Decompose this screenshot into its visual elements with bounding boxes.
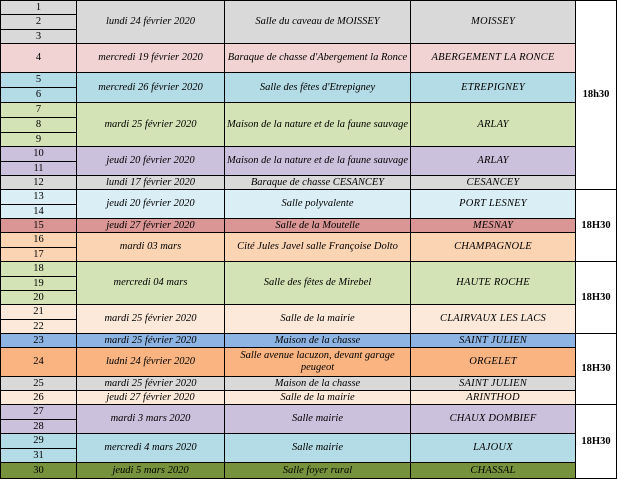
venue-cell: Salle des fêtes de Mirebel bbox=[225, 262, 411, 305]
date-cell: jeudi 20 février 2020 bbox=[77, 147, 225, 176]
number-cell: 14 bbox=[0, 205, 77, 219]
date-cell: mardi 3 mars 2020 bbox=[77, 405, 225, 434]
number-cell: 15 bbox=[0, 219, 77, 233]
number-cell: 2 bbox=[0, 15, 77, 30]
date-cell: jeudi 27 février 2020 bbox=[77, 391, 225, 405]
number-cell: 3 bbox=[0, 30, 77, 44]
number-cell: 13 bbox=[0, 190, 77, 205]
time-cell: 18H30 bbox=[576, 262, 617, 334]
venue-cell: Salle polyvalente bbox=[225, 190, 411, 219]
venue-cell: Salle du caveau de MOISSEY bbox=[225, 0, 411, 44]
venue-cell: Maison de la nature et de la faune sauvage bbox=[225, 103, 411, 147]
town-cell: MOISSEY bbox=[411, 0, 576, 44]
date-cell: mercredi 04 mars bbox=[77, 262, 225, 305]
number-cell: 11 bbox=[0, 162, 77, 176]
date-cell: lundi 17 février 2020 bbox=[77, 176, 225, 190]
town-cell: CLAIRVAUX LES LACS bbox=[411, 305, 576, 334]
date-cell: mardi 25 février 2020 bbox=[77, 334, 225, 348]
town-cell: ARLAY bbox=[411, 103, 576, 147]
date-cell: mercredi 19 février 2020 bbox=[77, 44, 225, 73]
date-cell: ludni 24 février 2020 bbox=[77, 348, 225, 377]
town-cell: SAINT JULIEN bbox=[411, 334, 576, 348]
time-cell: 18H30 bbox=[576, 334, 617, 405]
venue-cell: Baraque de chasse d'Abergement la Ronce bbox=[225, 44, 411, 73]
venue-cell: Salle mairie bbox=[225, 405, 411, 434]
venue-cell: Salle des fêtes d'Etrepigney bbox=[225, 73, 411, 103]
date-cell: mercredi 4 mars 2020 bbox=[77, 434, 225, 463]
number-cell: 7 bbox=[0, 103, 77, 118]
venue-cell: Baraque de chasse CESANCEY bbox=[225, 176, 411, 190]
venue-cell: Salle mairie bbox=[225, 434, 411, 463]
number-cell: 20 bbox=[0, 291, 77, 305]
town-cell: ABERGEMENT LA RONCE bbox=[411, 44, 576, 73]
venue-cell: Salle de la mairie bbox=[225, 391, 411, 405]
number-cell: 31 bbox=[0, 449, 77, 463]
date-cell: mardi 25 février 2020 bbox=[77, 103, 225, 147]
time-cell: 18H30 bbox=[576, 405, 617, 479]
number-cell: 1 bbox=[0, 0, 77, 15]
date-cell: mardi 03 mars bbox=[77, 233, 225, 262]
venue-cell: Maison de la chasse bbox=[225, 334, 411, 348]
town-cell: HAUTE ROCHE bbox=[411, 262, 576, 305]
number-cell: 28 bbox=[0, 420, 77, 434]
number-cell: 12 bbox=[0, 176, 77, 190]
number-cell: 21 bbox=[0, 305, 77, 320]
number-cell: 18 bbox=[0, 262, 77, 277]
number-cell: 25 bbox=[0, 377, 77, 391]
number-cell: 29 bbox=[0, 434, 77, 449]
date-cell: lundi 24 février 2020 bbox=[77, 0, 225, 44]
number-cell: 17 bbox=[0, 248, 77, 262]
town-cell: ARINTHOD bbox=[411, 391, 576, 405]
date-cell: mercredi 26 février 2020 bbox=[77, 73, 225, 103]
town-cell: SAINT JULIEN bbox=[411, 377, 576, 391]
date-cell: jeudi 20 février 2020 bbox=[77, 190, 225, 219]
number-cell: 19 bbox=[0, 277, 77, 291]
number-cell: 4 bbox=[0, 44, 77, 73]
number-cell: 22 bbox=[0, 320, 77, 334]
number-cell: 8 bbox=[0, 118, 77, 133]
number-cell: 9 bbox=[0, 133, 77, 147]
town-cell: LAJOUX bbox=[411, 434, 576, 463]
time-cell: 18H30 bbox=[576, 190, 617, 262]
venue-cell: Maison de la chasse bbox=[225, 377, 411, 391]
venue-cell: Maison de la nature et de la faune sauvage bbox=[225, 147, 411, 176]
time-cell: 18h30 bbox=[576, 0, 617, 190]
number-cell: 24 bbox=[0, 348, 77, 377]
number-cell: 23 bbox=[0, 334, 77, 348]
number-cell: 6 bbox=[0, 88, 77, 103]
number-cell: 30 bbox=[0, 463, 77, 479]
date-cell: mardi 25 février 2020 bbox=[77, 377, 225, 391]
date-cell: jeudi 5 mars 2020 bbox=[77, 463, 225, 479]
town-cell: MESNAY bbox=[411, 219, 576, 233]
venue-cell: Salle de la Moutelle bbox=[225, 219, 411, 233]
number-cell: 5 bbox=[0, 73, 77, 88]
number-cell: 16 bbox=[0, 233, 77, 248]
number-cell: 26 bbox=[0, 391, 77, 405]
venue-cell: Salle avenue lacuzon, devant garage peugeot bbox=[225, 348, 411, 377]
town-cell: CHAMPAGNOLE bbox=[411, 233, 576, 262]
number-cell: 10 bbox=[0, 147, 77, 162]
town-cell: PORT LESNEY bbox=[411, 190, 576, 219]
town-cell: ARLAY bbox=[411, 147, 576, 176]
town-cell: CHASSAL bbox=[411, 463, 576, 479]
number-cell: 27 bbox=[0, 405, 77, 420]
town-cell: ETREPIGNEY bbox=[411, 73, 576, 103]
town-cell: CHAUX DOMBIEF bbox=[411, 405, 576, 434]
date-cell: mardi 25 février 2020 bbox=[77, 305, 225, 334]
venue-cell: Salle foyer rural bbox=[225, 463, 411, 479]
date-cell: jeudi 27 février 2020 bbox=[77, 219, 225, 233]
town-cell: CESANCEY bbox=[411, 176, 576, 190]
town-cell: ORGELET bbox=[411, 348, 576, 377]
venue-cell: Cité Jules Javel salle Françoise Dolto bbox=[225, 233, 411, 262]
venue-cell: Salle de la mairie bbox=[225, 305, 411, 334]
